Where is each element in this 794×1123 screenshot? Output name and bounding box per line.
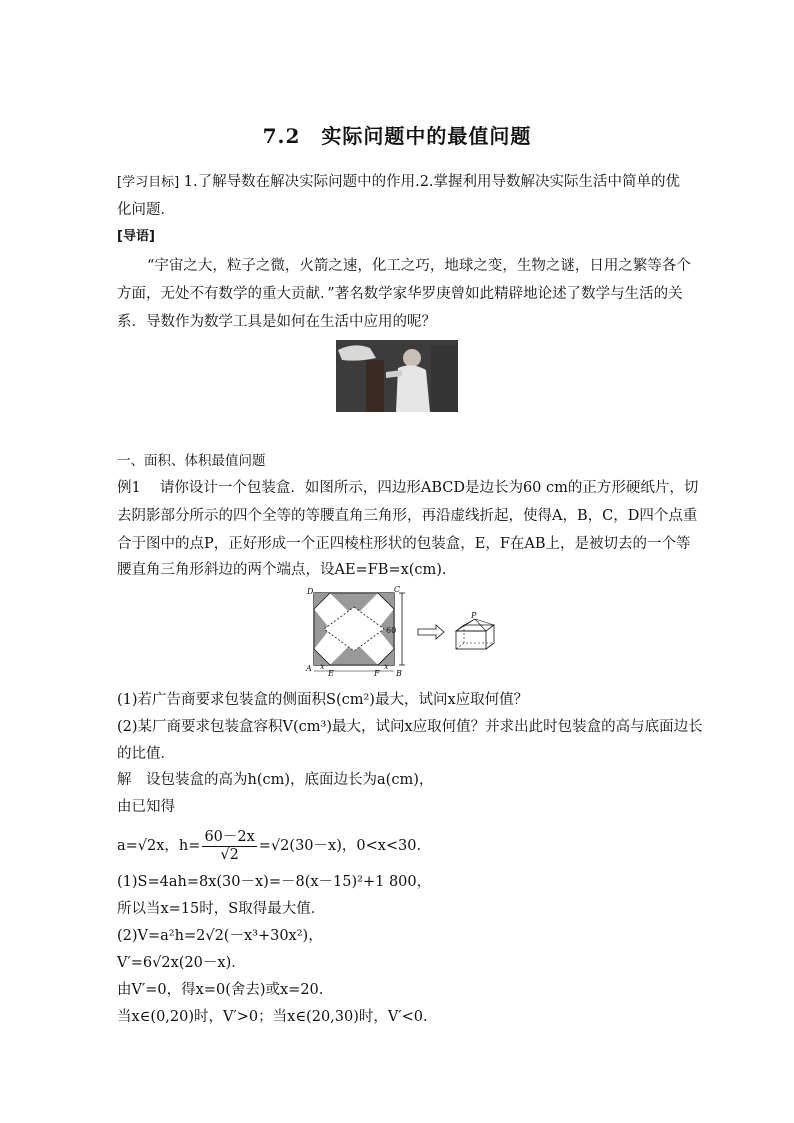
solution-line-4: (1)S=4ah=8x(30－x)=－8(x－15)²+1 800， bbox=[117, 874, 432, 890]
example-label: 例1 bbox=[117, 480, 141, 496]
example-line-1 bbox=[117, 478, 699, 498]
solution-formula-a: a=√2x，h= bbox=[117, 838, 201, 854]
hua-luogeng-photo bbox=[336, 340, 458, 412]
fraction bbox=[202, 829, 256, 864]
solution-line-8: 由V′=0，得x=0(舍去)或x=20. bbox=[117, 982, 324, 998]
label-a: A bbox=[306, 664, 312, 673]
solution-line-6: (2)V=a²h=2√2(－x³+30x²)， bbox=[117, 928, 323, 944]
page-title: 7.2 实际问题中的最值问题 bbox=[262, 124, 532, 148]
label-f: F bbox=[374, 669, 380, 677]
label-e: E bbox=[328, 669, 334, 677]
example-line-2: 去阴影部分所示的四个全等的等腰直角三角形，再沿虚线折起，使得A，B，C，D四个点重 bbox=[117, 508, 698, 524]
solution-line-7: V′=6√2x(20－x)． bbox=[117, 955, 246, 971]
label-p: P bbox=[471, 611, 477, 620]
label-x-left: x bbox=[320, 662, 325, 671]
fraction-numerator: 60－2x bbox=[204, 828, 255, 845]
label-60: 60 bbox=[386, 626, 397, 635]
label-c: C bbox=[394, 585, 401, 594]
label-d: D bbox=[307, 587, 314, 596]
label-x-right: x bbox=[384, 662, 389, 671]
intro-line-2: 方面，无处不有数学的重大贡献．”著名数学家华罗庚曾如此精辟地论述了数学与生活的关 bbox=[117, 286, 683, 302]
packaging-box-figure bbox=[300, 585, 500, 677]
objectives-line-1 bbox=[117, 172, 680, 193]
objectives-line-2: 化问题． bbox=[117, 202, 175, 218]
example-text-1: 请你设计一个包装盒．如图所示，四边形ABCD是边长为60 cm的正方形硬纸片，切 bbox=[159, 480, 699, 496]
solution-line-2: 由已知得 bbox=[117, 799, 175, 815]
example-line-4: 腰直角三角形斜边的两个端点，设AE=FB=x(cm). bbox=[117, 562, 447, 578]
solution-line-3 bbox=[117, 826, 680, 866]
solution-line-9: 当x∈(0,20)时，V′>0；当x∈(20,30)时，V′<0. bbox=[117, 1009, 428, 1025]
fraction-denominator: √2 bbox=[220, 846, 239, 863]
objectives-text-1: 1.了解导数在解决实际问题中的作用.2.掌握利用导数解决实际生活中简单的优 bbox=[183, 174, 681, 190]
solution-line-5: 所以当x=15时，S取得最大值． bbox=[117, 901, 326, 917]
label-b: B bbox=[396, 669, 402, 677]
solution-line-1: 解 设包装盒的高为h(cm)，底面边长为a(cm)， bbox=[117, 772, 434, 788]
objectives-tag: [学习目标] bbox=[117, 175, 180, 190]
intro-line-3: 系．导数作为数学工具是如何在生活中应用的呢？ bbox=[117, 314, 436, 330]
intro-tag: [导语] bbox=[117, 229, 155, 244]
solution-formula-b: =√2(30－x)，0<x<30. bbox=[258, 838, 422, 854]
question-1: (1)若广告商要求包装盒的侧面积S(cm²)最大，试问x应取何值？ bbox=[117, 692, 529, 708]
section-heading: 一、面积、体积最值问题 bbox=[117, 453, 266, 469]
intro-line-1: “宇宙之大，粒子之微，火箭之速，化工之巧，地球之变，生物之谜，日用之繁等各个 bbox=[147, 258, 691, 274]
question-2-line-2: 的比值． bbox=[117, 746, 175, 762]
example-line-3: 合于图中的点P，正好形成一个正四棱柱形状的包装盒，E，F在AB上，是被切去的一个等 bbox=[117, 536, 691, 552]
question-2-line-1: (2)某厂商要求包装盒容积V(cm³)最大，试问x应取何值？并求出此时包装盒的高与底面边长 bbox=[117, 719, 703, 735]
